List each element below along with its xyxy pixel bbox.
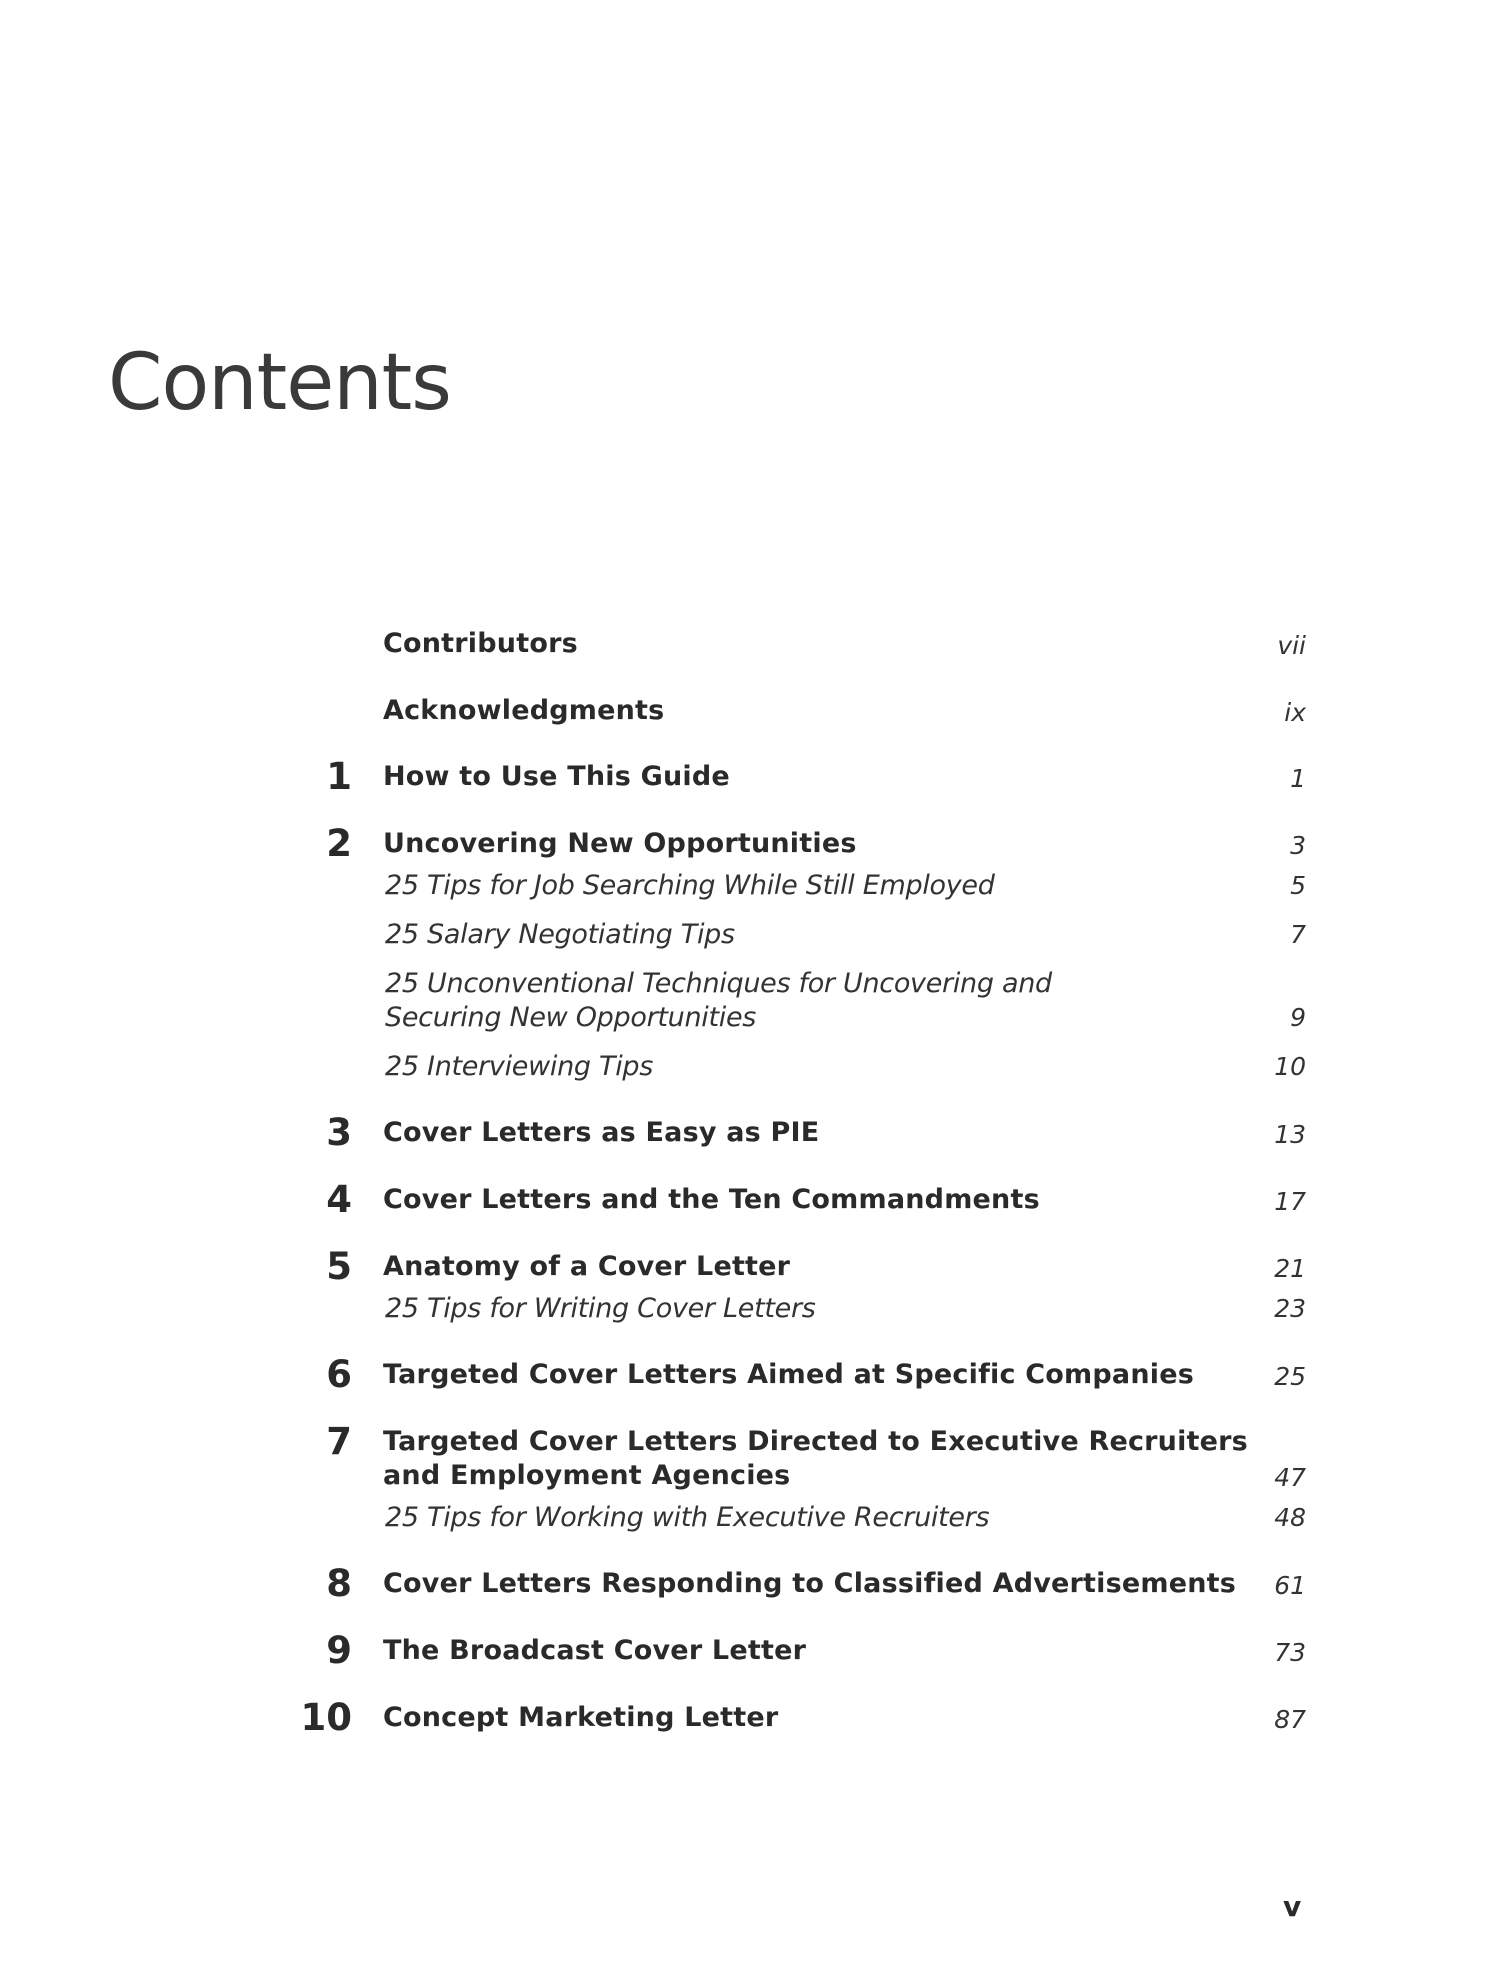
- toc-entry-title: Cover Letters as Easy as PIE: [383, 1117, 820, 1148]
- toc-entry-title-line1: Targeted Cover Letters Directed to Executive Recruiters: [383, 1426, 1248, 1457]
- toc-subentry-title: 25 Interviewing Tips: [385, 1051, 654, 1082]
- toc-page-number: ix: [1284, 698, 1306, 727]
- toc-entry-title: Uncovering New Opportunities: [383, 828, 857, 859]
- toc-page-number: 23: [1274, 1294, 1306, 1323]
- toc-page-number: 17: [1274, 1187, 1306, 1216]
- toc-entry-title: How to Use This Guide: [383, 761, 730, 792]
- toc-page-number: 13: [1274, 1120, 1306, 1149]
- toc-entry-title: Anatomy of a Cover Letter: [383, 1251, 791, 1282]
- chapter-number: 8: [326, 1562, 352, 1605]
- chapter-number: 5: [326, 1245, 352, 1288]
- toc-entry-title: Concept Marketing Letter: [383, 1702, 779, 1733]
- toc-page-number: 87: [1274, 1705, 1306, 1734]
- toc-subentry-title: 25 Tips for Working with Executive Recruiters: [385, 1502, 990, 1533]
- toc-page-number: 3: [1290, 831, 1306, 860]
- toc-page-number: 21: [1274, 1254, 1306, 1283]
- toc-page-number: 5: [1290, 871, 1306, 900]
- toc-page-number: 7: [1290, 920, 1306, 949]
- chapter-number: 3: [326, 1111, 352, 1154]
- toc-page-number: 1: [1290, 764, 1306, 793]
- toc-subentry-title: 25 Tips for Job Searching While Still Employed: [385, 870, 995, 901]
- toc-page-number: 73: [1274, 1638, 1306, 1667]
- toc-page-number: 9: [1290, 1003, 1306, 1032]
- toc-entry-title-line2: and Employment Agencies: [383, 1460, 791, 1491]
- toc-page-number: 25: [1274, 1362, 1306, 1391]
- toc-entry-title: Cover Letters Responding to Classified Advertisements: [383, 1568, 1237, 1599]
- toc-page-number: 47: [1274, 1463, 1306, 1492]
- toc-page-number: 48: [1274, 1503, 1306, 1532]
- chapter-number: 4: [326, 1178, 352, 1221]
- toc-subentry-title: 25 Tips for Writing Cover Letters: [385, 1293, 816, 1324]
- chapter-number: 6: [326, 1353, 352, 1396]
- toc-entry-title: Targeted Cover Letters Aimed at Specific Companies: [383, 1359, 1194, 1390]
- toc-subentry-title-line2: Securing New Opportunities: [385, 1002, 757, 1033]
- chapter-number: 2: [326, 822, 352, 865]
- chapter-number: 9: [326, 1629, 352, 1672]
- toc-entry-title: Contributors: [383, 628, 578, 659]
- toc-entry-title: The Broadcast Cover Letter: [383, 1635, 807, 1666]
- toc-entry-title: Acknowledgments: [383, 695, 665, 726]
- toc-page-number: 61: [1274, 1571, 1306, 1600]
- page-title: Contents: [108, 338, 451, 428]
- chapter-number: 1: [326, 755, 352, 798]
- page-folio: v: [1283, 1890, 1302, 1923]
- toc-entry-title: Cover Letters and the Ten Commandments: [383, 1184, 1040, 1215]
- toc-subentry-title-line1: 25 Unconventional Techniques for Uncovering and: [385, 968, 1052, 999]
- chapter-number: 10: [300, 1696, 352, 1739]
- toc-page-number: vii: [1277, 631, 1306, 660]
- toc-page-number: 10: [1274, 1052, 1306, 1081]
- toc-subentry-title: 25 Salary Negotiating Tips: [385, 919, 735, 950]
- chapter-number: 7: [326, 1420, 352, 1463]
